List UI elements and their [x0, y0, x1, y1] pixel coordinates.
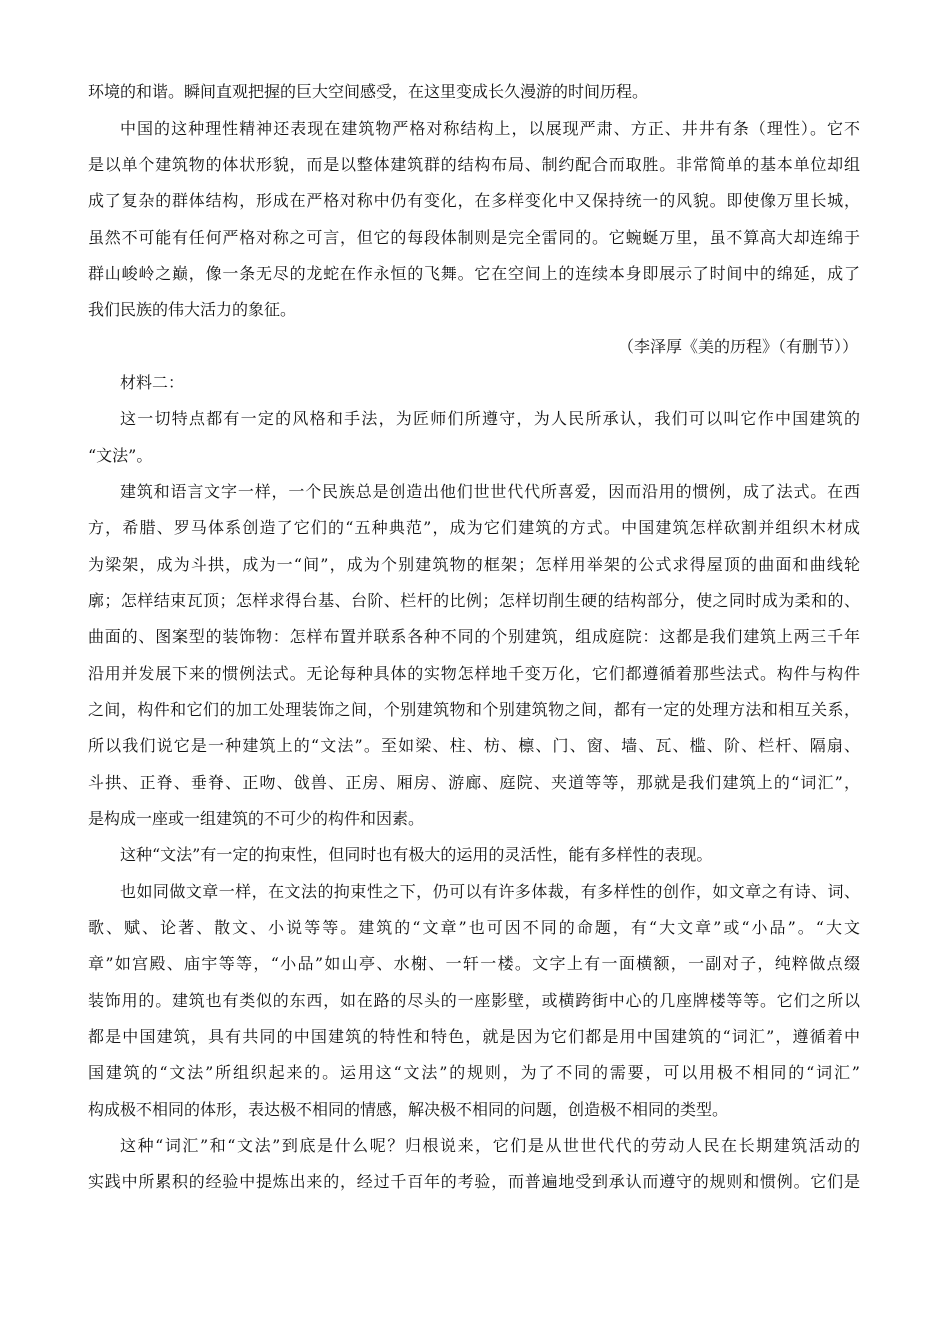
- text-line: 为梁架，成为斗拱，成为一“间”，成为个别建筑物的框架；怎样用举架的公式求得屋顶的曲面和曲线轮: [88, 555, 860, 574]
- text-line: 斗拱、正脊、垂脊、正吻、戗兽、正房、厢房、游廊、庭院、夹道等等，那就是我们建筑上的“词汇”，: [88, 773, 860, 792]
- section-heading: 材料二：: [120, 373, 185, 392]
- text-line: 构成极不相同的体形，表达极不相同的情感，解决极不相同的问题，创造极不相同的类型。: [88, 1100, 729, 1119]
- text-line: 环境的和谐。瞬间直观把握的巨大空间感受，在这里变成长久漫游的时间历程。: [88, 82, 649, 101]
- text-line: 国建筑的“文法”所组织起来的。运用这“文法”的规则，为了不同的需要，可以用极不相同的“词汇”: [88, 1063, 860, 1082]
- paragraph-start-line: 也如同做文章一样，在文法的拘束性之下，仍可以有许多体裁，有多样性的创作，如文章之有诗、词、: [120, 882, 860, 901]
- paragraph-start-line: 建筑和语言文字一样，一个民族总是创造出他们世世代代所喜爱，因而沿用的惯例，成了法式。在西: [120, 482, 860, 501]
- text-line: 曲面的、图案型的装饰物：怎样布置并联系各种不同的个别建筑，组成庭院：这都是我们建筑上两三千年: [88, 627, 860, 646]
- text-line: 我们民族的伟大活力的象征。: [88, 300, 297, 319]
- text-line: 群山峻岭之巅，像一条无尽的龙蛇在作永恒的飞舞。它在空间上的连续本身即展示了时间中的绵延，成了: [88, 264, 860, 283]
- text-line: 虽然不可能有任何严格对称之可言，但它的每段体制则是完全雷同的。它蜿蜒万里，虽不算高大却连绵于: [88, 228, 860, 247]
- text-line: 章”如宫殿、庙宇等等，“小品”如山亭、水榭、一轩一楼。文字上有一面横额，一副对子，纯粹做点缀: [88, 954, 860, 973]
- text-line: 实践中所累积的经验中提炼出来的，经过千百年的考验，而普遍地受到承认而遵守的规则和惯例。它们是: [88, 1172, 860, 1191]
- paragraph-start-line: 这种“文法”有一定的拘束性，但同时也有极大的运用的灵活性，能有多样性的表现。: [120, 845, 713, 864]
- citation: （李泽厚《美的历程》（有删节））: [617, 337, 858, 356]
- text-line: 都是中国建筑，具有共同的中国建筑的特性和特色，就是因为它们都是用中国建筑的“词汇”，遵循着中: [88, 1027, 860, 1046]
- paragraph-start-line: 中国的这种理性精神还表现在建筑物严格对称结构上，以展现严肃、方正、井井有条（理性）。它不: [120, 119, 860, 138]
- text-line: 成了复杂的群体结构，形成在严格对称中仍有变化，在多样变化中又保持统一的风貌。即使像万里长城，: [88, 191, 860, 210]
- text-line: 方，希腊、罗马体系创造了它们的“五种典范”，成为它们建筑的方式。中国建筑怎样砍割并组织木材成: [88, 518, 860, 537]
- text-line: 之间，构件和它们的加工处理装饰之间，个别建筑物和个别建筑物之间，都有一定的处理方法和相互关系，: [88, 700, 860, 719]
- text-line: 是构成一座或一组建筑的不可少的构件和因素。: [88, 809, 425, 828]
- paragraph-start-line: 这一切特点都有一定的风格和手法，为匠师们所遵守，为人民所承认，我们可以叫它作中国建筑的: [120, 409, 860, 428]
- text-line: 廓；怎样结束瓦顶；怎样求得台基、台阶、栏杆的比例；怎样切削生硬的结构部分，使之同时成为柔和的、: [88, 591, 860, 610]
- text-line: 是以单个建筑物的体状形貌，而是以整体建筑群的结构布局、制约配合而取胜。非常简单的基本单位却组: [88, 155, 860, 174]
- text-line: “文法”。: [88, 446, 153, 465]
- text-line: 装饰用的。建筑也有类似的东西，如在路的尽头的一座影壁，或横跨街中心的几座牌楼等等。它们之所以: [88, 991, 860, 1010]
- text-line: 所以我们说它是一种建筑上的“文法”。至如梁、柱、枋、檩、门、窗、墙、瓦、槛、阶、栏杆、隔扇、: [88, 736, 860, 755]
- text-line: 沿用并发展下来的惯例法式。无论每种具体的实物怎样地千变万化，它们都遵循着那些法式。构件与构件: [88, 664, 860, 683]
- text-line: 歌、赋、论著、散文、小说等等。建筑的“文章”也可因不同的命题，有“大文章”或“小品”。“大文: [88, 918, 860, 937]
- paragraph-start-line: 这种“词汇”和“文法”到底是什么呢？归根说来，它们是从世世代代的劳动人民在长期建筑活动的: [120, 1136, 860, 1155]
